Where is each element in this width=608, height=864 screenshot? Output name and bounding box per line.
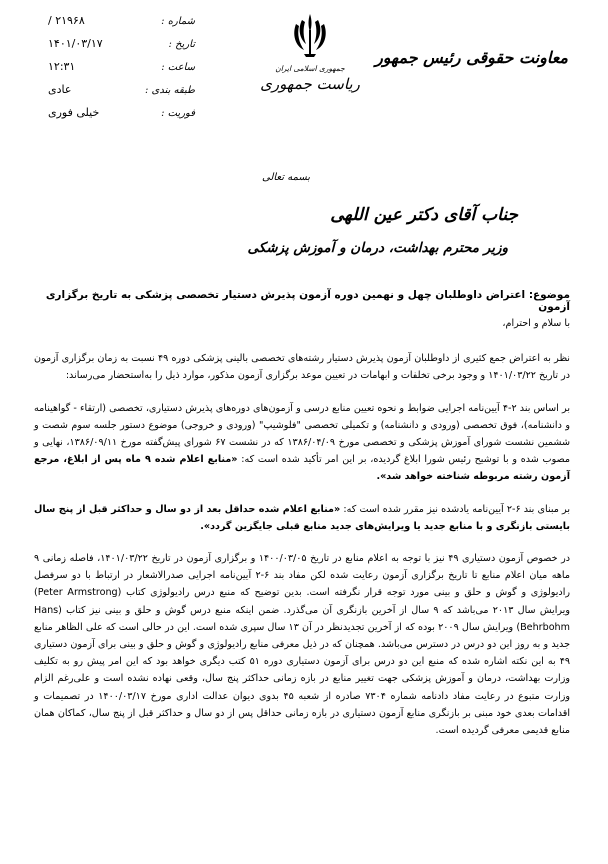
meta-date-value: ۱۴۰۱/۰۳/۱۷ bbox=[48, 37, 103, 50]
meta-classification-value: عادی bbox=[48, 83, 72, 96]
emblem-block bbox=[255, 10, 365, 92]
meta-number-row bbox=[40, 10, 195, 33]
paragraph-4: در خصوص آزمون دستیاری ۴۹ نیز با توجه به اعلام منابع در تاریخ ۱۴۰۰/۰۳/۰۵ و برگزاری آزمون در تاریخ ۱۴۰۱/۰۳/۲۲، فاصله زمانی ۹ ماهه میان اعلام منابع تا تاریخ برگزاری آزمون رعایت شده لکن مفاد بند ۶-۲ آیین‌نامه اجرایی صدرالاشعار در ارتباط با دو سرفصل رادیولوژی و گوش و حلق و بینی مورد توجه قرار نگرفته است. بدین توضیح که منبع درس رادیولوژی کتاب (Peter Armstrong) ویرایش سال ۲۰۱۳ می‌باشد که ۹ سال از آخرین بازنگری آن می‌گذرد. ضمن اینکه منبع درس گوش و حلق و بینی نیز کتاب (Hans Behrbohm) ویرایش سال ۲۰۰۹ بوده که از آخرین تجدیدنظر در آن ۱۳ سال سپری شده است. این در حالی است که علی الظاهر منابع جدید و به روز این دو درس در دسترس می‌باشد. همچنان که در ذیل معرفی منابع رادیولوژی و گوش و حلق و بینی برای آزمون دستیاری ۴۹ به این نکته اشاره شده که منبع این دو درس برای آزمون دستیاری دوره ۵۱ کتب دیگری خواهد بود که این امر پیش رو به تکلیف وزارت بهداشت، درمان و آموزش پزشکی جهت تغییر منابع در بازه زمانی حداکثر پنج سال، وقعی نهاده نشده است و علی‌رغم الزام وزارت متبوع در رعایت مفاد دادنامه شماره ۷۳۰۴ صادره از شعبه ۴۵ بدوی دیوان عدالت اداری مورخ ۱۴۰۰/۰۳/۱۷ در تصمیمات و اقدامات بعدی خود مبنی بر بازنگری منابع آزمون دستیاری در بازه زمانی حداقل پس از دو سال و حداکثر قبل از پنج سال، کماکان همان منابع قدیمی معرفی گردیده است. bbox=[34, 553, 570, 737]
meta-time-label: ساعت : bbox=[161, 62, 195, 73]
office-title: معاونت حقوقی رئیس جمهور bbox=[375, 48, 568, 67]
meta-urgency-row bbox=[40, 102, 195, 125]
meta-time-row bbox=[40, 56, 195, 79]
paragraph-3-quote: «منابع اعلام شده حداقل بعد از دو سال و حداکثر قبل از پنج سال بایستی بازنگری و با منابع جدید یا ویرایش‌های جدید منابع قبلی جایگزین گردد». bbox=[34, 503, 570, 532]
paragraph-2 bbox=[34, 400, 570, 486]
meta-time-value: ۱۲:۳۱ bbox=[48, 60, 76, 73]
paragraph-3-text: بر مبنای بند ۶-۲ آیین‌نامه یادشده نیز مقرر شده است که: bbox=[343, 503, 570, 515]
subject-text: اعتراض داوطلبان چهل و نهمین دوره آزمون پذیرش دستیار تخصصی پزشکی به تاریخ برگزاری آزمون bbox=[45, 289, 570, 313]
emblem-presidency-text: ریاست جمهوری bbox=[260, 75, 360, 93]
meta-classification-label: طبقه بندی : bbox=[145, 85, 195, 96]
letter-metadata bbox=[40, 10, 195, 125]
greeting: با سلام و احترام، bbox=[502, 318, 570, 329]
emblem-country-text: جمهوری اسلامی ایران bbox=[275, 64, 345, 73]
paragraph-3 bbox=[34, 501, 570, 535]
meta-date-label: تاریخ : bbox=[168, 39, 195, 50]
addressee-title: وزیر محترم بهداشت، درمان و آموزش پزشکی bbox=[247, 240, 508, 256]
subject-label: موضوع: bbox=[528, 289, 570, 301]
paragraph-2-quote: «منابع اعلام شده ۹ ماه پس از ابلاغ، مرجع آزمون رشته مربوطه شناخته خواهد شد». bbox=[34, 454, 570, 483]
meta-classification-row bbox=[40, 79, 195, 102]
paragraph-2-text: بر اساس بند ۲-۴ آیین‌نامه اجرایی ضوابط و نحوه تعیین منابع درسی و آزمون‌های دوره‌های پذیرش دستیاری، تخصصی (ارتقاء - گواهینامه و دانشنامه)، فوق تخصصی (ورودی و دانشنامه) و تکمیلی تخصصی "فلوشیپ" (ورودی و خروجی) موضوع دستور جلسه سوم شصت و ششمین نشست شورای آموزش پزشکی و تخصصی مورخ ۱۳۸۶/۰۴/۰۹ که در نشست ۶۷ شورای پیش‌گفته مورخ ۱۳۸۶/۰۹/۱۱، نهایی و مصوب شده و با توشیح رئیس شورا ابلاغ گردیده، بر این امر تأکید شده است که: bbox=[34, 402, 571, 466]
meta-number-value: ۲۱۹۶۸ / bbox=[48, 14, 85, 27]
iran-emblem-icon bbox=[290, 10, 330, 58]
addressee-name: جناب آقای دکتر عین اللهی bbox=[330, 205, 518, 225]
meta-number-label: شماره : bbox=[161, 16, 195, 27]
subject-line bbox=[40, 289, 570, 313]
meta-urgency-value: خیلی فوری bbox=[48, 106, 100, 119]
paragraph-1: نظر به اعتراض جمع کثیری از داوطلبان آزمون پذیرش دستیار رشته‌های تخصصی بالینی پزشکی دوره ۴۹ نسبت به زمان برگزاری آزمون در تاریخ ۱۴۰۱/۰۳/۲۲ و وجود برخی تخلفات و ابهامات در تعیین موعد برگزاری آزمون مذکور، موارد ذیل را به‌استحضار می‌رساند: bbox=[34, 353, 570, 382]
meta-urgency-label: فوریت : bbox=[161, 108, 195, 119]
meta-date-row bbox=[40, 33, 195, 56]
letter-body bbox=[34, 315, 570, 754]
bismillah: بسمه تعالی bbox=[262, 172, 311, 183]
